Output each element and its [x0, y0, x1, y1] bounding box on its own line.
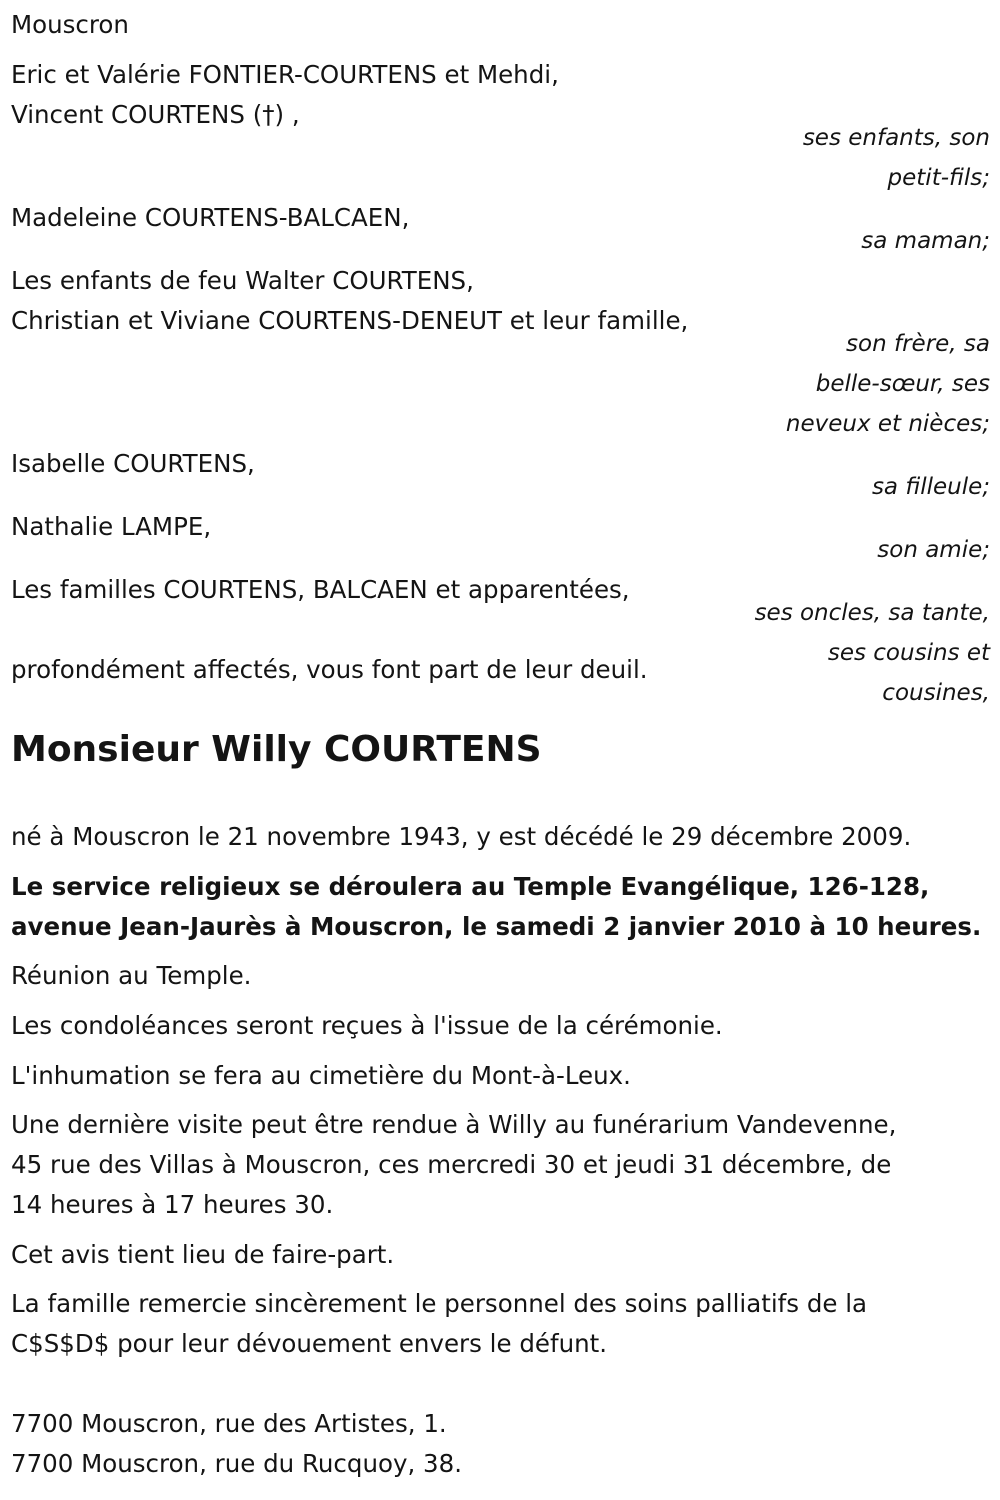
condolences-text: Les condoléances seront reçues à l'issue de la cérémonie.: [11, 1011, 723, 1040]
family-line: Christian et Viviane COURTENS-DENEUT et leur famille,: [11, 306, 689, 335]
birth-death-text: né à Mouscron le 21 novembre 1943, y est décédé le 29 décembre 2009.: [11, 822, 912, 851]
relation-text: cousines,: [882, 680, 990, 706]
notice-text: Cet avis tient lieu de faire-part.: [11, 1240, 395, 1269]
visit-text: 14 heures à 17 heures 30.: [11, 1190, 334, 1219]
city-heading: Mouscron: [11, 10, 129, 39]
family-line: Nathalie LAMPE,: [11, 512, 212, 541]
burial-text: L'inhumation se fera au cimetière du Mont-à-Leux.: [11, 1061, 631, 1090]
family-line: Isabelle COURTENS,: [11, 449, 255, 478]
family-line: Vincent COURTENS (†) ,: [11, 100, 300, 129]
family-line: Les enfants de feu Walter COURTENS,: [11, 266, 474, 295]
family-line: Madeleine COURTENS-BALCAEN,: [11, 203, 410, 232]
relation-text: sa filleule;: [871, 474, 990, 500]
relation-text: son frère, sa: [846, 331, 990, 357]
deceased-name: Monsieur Willy COURTENS: [11, 729, 542, 770]
visit-text: 45 rue des Villas à Mouscron, ces mercredi 30 et jeudi 31 décembre, de: [11, 1150, 892, 1179]
address-line: 7700 Mouscron, rue du Rucquoy, 38.: [11, 1449, 463, 1478]
relation-text: son amie;: [877, 537, 990, 563]
closing-family-text: profondément affectés, vous font part de leur deuil.: [11, 655, 648, 684]
family-line: Les familles COURTENS, BALCAEN et apparentées,: [11, 575, 630, 604]
service-text: Le service religieux se déroulera au Temple Evangélique, 126-128,: [11, 872, 930, 901]
service-text: avenue Jean-Jaurès à Mouscron, le samedi 2 janvier 2010 à 10 heures.: [11, 912, 982, 941]
relation-text: ses enfants, son: [802, 125, 990, 151]
reunion-text: Réunion au Temple.: [11, 961, 252, 990]
relation-text: ses oncles, sa tante,: [754, 600, 990, 626]
thanks-text: C$S$D$ pour leur dévouement envers le défunt.: [11, 1329, 608, 1358]
family-line: Eric et Valérie FONTIER-COURTENS et Mehdi,: [11, 60, 559, 89]
relation-text: ses cousins et: [827, 640, 990, 666]
thanks-text: La famille remercie sincèrement le personnel des soins palliatifs de la: [11, 1289, 868, 1318]
relation-text: belle-sœur, ses: [815, 371, 990, 397]
relation-text: neveux et nièces;: [785, 411, 990, 437]
visit-text: Une dernière visite peut être rendue à Willy au funérarium Vandevenne,: [11, 1110, 897, 1139]
relation-text: petit-fils;: [887, 165, 990, 191]
address-line: 7700 Mouscron, rue des Artistes, 1.: [11, 1409, 447, 1438]
relation-text: sa maman;: [861, 228, 990, 254]
